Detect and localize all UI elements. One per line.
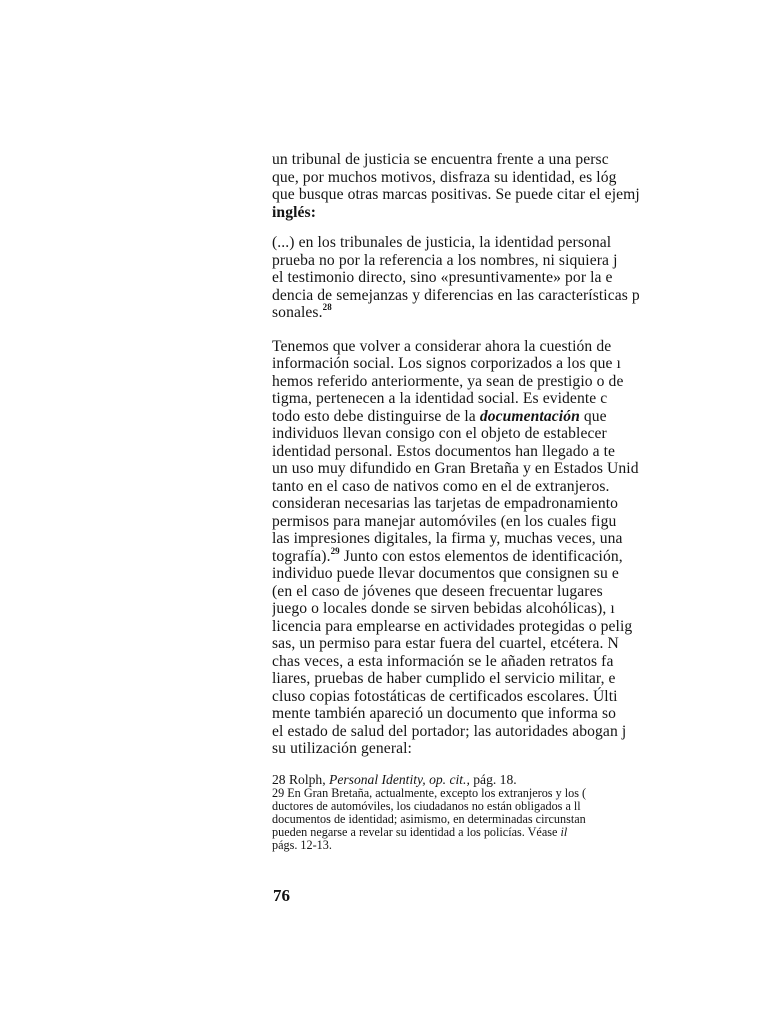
main-line: hemos referido anteriormente, ya sean de prestigio o de [272, 372, 624, 390]
quote-line-text: sonales. [272, 304, 323, 321]
intro-paragraph [272, 151, 768, 221]
main-line: las impresiones digitales, la firma y, muchas veces, una [272, 530, 623, 547]
footnote-28 [272, 772, 768, 787]
main-paragraph [272, 338, 768, 758]
main-line: Tenemos que volver a considerar ahora la cuestión de [272, 337, 612, 355]
footnote-title: Personal Identity, op. cit., [329, 771, 470, 787]
main-line-footnote-ref [272, 545, 768, 566]
text-segment: Junto con estos elementos de identificación, [339, 547, 623, 565]
main-line: tigma, pertenecen a la identidad social. Es evidente c [272, 390, 608, 407]
text-segment: que [579, 407, 607, 425]
footnote-number: 28 [272, 771, 286, 787]
main-line: juego o locales donde se sirven bebidas alcohólicas), ı [272, 600, 615, 617]
footnote-29-line: ductores de automóviles, los ciudadanos no están obligados a ll [272, 798, 581, 813]
intro-line: un tribunal de justicia se encuentra frente a una persc [272, 151, 609, 168]
main-line: consideran necesarias las tarjetas de empadronamiento [272, 495, 619, 512]
quote-line: el testimonio directo, sino «presuntivamente» por la e [272, 269, 613, 286]
intro-line: que busque otras marcas positivas. Se puede citar el ejemj [272, 186, 640, 203]
main-line: cluso copias fotostáticas de certificados escolares. Últi [272, 687, 618, 705]
quote-line: prueba no por la referencia a los nombres, ni siquiera j [272, 251, 618, 269]
block-quote [272, 234, 768, 322]
footnote-ref-28: 28 [322, 302, 332, 312]
main-line: individuo puede llevar documentos que consignen su e [272, 565, 619, 582]
main-line: un uso muy difundido en Gran Bretaña y en Estados Unid [272, 460, 639, 477]
quote-line-last [272, 304, 768, 322]
page-number: 76 [273, 886, 290, 905]
text-segment: todo esto debe distinguirse de la [272, 407, 480, 425]
footnote-29-line: págs. 12-13. [272, 838, 332, 853]
main-line: información social. Los signos corporizados a los que ı [272, 355, 621, 372]
intro-line: inglés: [272, 203, 317, 221]
footnote-ref-29: 29 [330, 545, 340, 556]
footnote-29: 29 En Gran Bretaña, actualmente, excepto los extranjeros y los ( [272, 785, 587, 800]
main-line-documentacion [272, 408, 768, 426]
footnote-author: Rolph, [285, 771, 330, 787]
main-line: (en el caso de jóvenes que deseen frecuentar lugares [272, 582, 603, 600]
footnote-pages: pág. 18. [469, 771, 517, 787]
main-line: el estado de salud del portador; las autoridades abogan j [272, 722, 627, 740]
footnotes [272, 772, 768, 853]
main-line: mente también apareció un documento que informa so [272, 705, 617, 722]
main-line: chas veces, a esta información se le añaden retratos fa [272, 652, 614, 670]
main-line: su utilización general: [272, 740, 412, 757]
italic-term: il [560, 825, 568, 840]
main-line: sas, un permiso para estar fuera del cuartel, etcétera. N [272, 635, 619, 652]
quote-line: (...) en los tribunales de justicia, la identidad personal [272, 234, 612, 251]
main-line: permisos para manejar automóviles (en los cuales figu [272, 512, 617, 530]
intro-line: que, por muchos motivos, disfraza su identidad, es lóg [272, 168, 617, 186]
main-line: licencia para emplearse en actividades protegidas o pelig [272, 617, 633, 635]
text-segment: pueden negarse a revelar su identidad a los policías. Véase [272, 825, 561, 840]
main-line: liares, pruebas de haber cumplido el servicio militar, e [272, 670, 616, 687]
italic-term: documentación [479, 407, 580, 425]
main-line: individuos llevan consigo con el objeto de establecer [272, 425, 607, 442]
text-segment: tografía). [272, 547, 331, 565]
text-column [272, 151, 768, 852]
footnote-29-vease-line [272, 826, 768, 839]
quote-line: dencia de semejanzas y diferencias en las características p [272, 286, 640, 304]
footnote-29-line: documentos de identidad; asimismo, en determinadas circunstan [272, 811, 586, 826]
main-line: tanto en el caso de nativos como en el de extranjeros. [272, 477, 610, 495]
main-line: identidad personal. Estos documentos han llegado a te [272, 442, 616, 460]
